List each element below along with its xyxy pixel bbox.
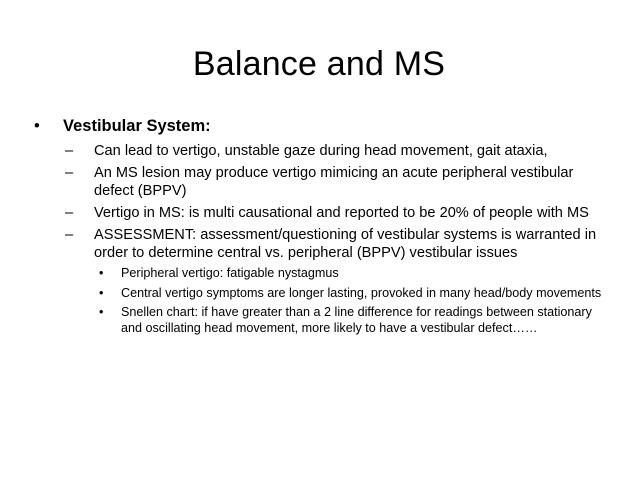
dash-icon: – xyxy=(65,143,74,159)
bullet-icon: • xyxy=(99,285,104,300)
subpoint-text: Peripheral vertigo: fatigable nystagmus xyxy=(121,266,339,280)
dash-icon: – xyxy=(65,165,74,181)
slide-body xyxy=(34,116,614,340)
point-list xyxy=(34,142,614,336)
point-text: An MS lesion may produce vertigo mimicing an acute peripheral vestibular defect (BPPV) xyxy=(94,165,574,199)
subpoint-text: Snellen chart: if have greater than a 2 line difference for readings between stationary and oscillating head movement, more likely to have a vestibular defect…… xyxy=(121,305,592,335)
bullet-icon: • xyxy=(99,305,104,319)
point-text: Can lead to vertigo, unstable gaze during head movement, gait ataxia, xyxy=(94,143,548,159)
point-text: ASSESSMENT: assessment/questioning of vestibular systems is warranted in order to determine central vs. peripheral (BPPV) vestibular issues xyxy=(94,227,597,261)
heading-item xyxy=(34,116,614,136)
dash-icon: – xyxy=(65,227,74,243)
heading-text: Vestibular System: xyxy=(63,117,211,135)
list-item xyxy=(34,204,614,222)
list-item xyxy=(34,226,614,262)
bullet-icon: • xyxy=(34,117,40,135)
sub-list-item xyxy=(34,305,614,336)
dash-icon: – xyxy=(65,205,74,221)
subpoint-text: Central vertigo symptoms are longer lasting, provoked in many head/body movements xyxy=(121,285,602,300)
slide-title: Balance and MS xyxy=(192,45,446,83)
bullet-icon: • xyxy=(99,266,104,280)
list-item xyxy=(34,142,614,160)
sub-list-item xyxy=(34,266,614,282)
list-item xyxy=(34,164,614,200)
subpoint-list xyxy=(34,266,614,336)
sub-list-item xyxy=(34,286,614,302)
point-text: Vertigo in MS: is multi causational and reported to be 20% of people with MS xyxy=(94,205,589,221)
